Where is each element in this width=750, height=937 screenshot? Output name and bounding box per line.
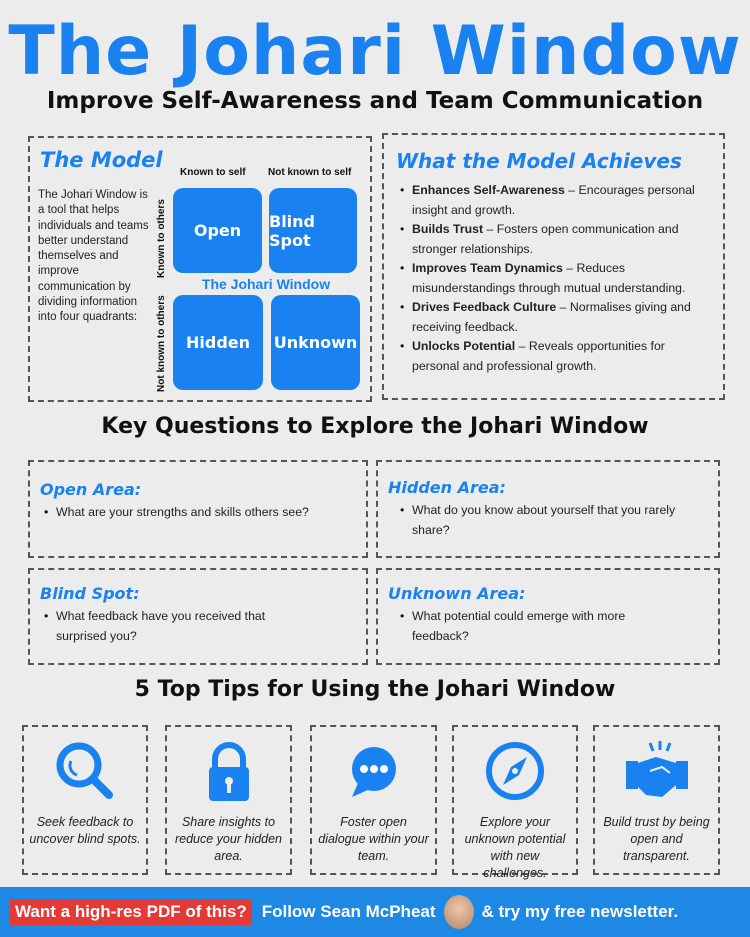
list-item: • Builds Trust – Fosters open communication and stronger relationships. [396,220,713,259]
achieves-heading: What the Model Achieves [396,149,682,173]
quadrant-hidden: Hidden [173,295,263,390]
tip-text: Foster open dialogue within your team. [318,815,429,863]
chat-bubble-icon [342,739,406,803]
list-item: • Drives Feedback Culture – Normalises giving and receiving feedback. [396,298,713,337]
question-title: Unknown Area: [388,584,526,603]
question-text: • What feedback have you received that surprised you? [40,607,310,646]
newsletter-link[interactable]: & try my free newsletter. [481,902,679,921]
johari-window-label: The Johari Window [201,276,331,292]
achieves-panel [382,133,725,400]
question-title: Hidden Area: [388,478,506,497]
list-item: • Enhances Self-Awareness – Encourages personal insight and growth. [396,181,713,220]
list-item: • Improves Team Dynamics – Reduces misunderstandings through mutual understanding. [396,259,713,298]
model-panel [28,136,372,402]
question-text: • What are your strengths and skills others see? [40,503,366,523]
question-title: Open Area: [40,480,142,499]
question-title: Blind Spot: [40,584,140,603]
tip-card [310,725,437,875]
quadrant-unknown: Unknown [271,295,360,390]
list-item: • Unlocks Potential – Reveals opportunities for personal and professional growth. [396,337,713,376]
compass-icon [483,739,547,803]
quadrant-blind-spot: Blind Spot [269,188,357,273]
padlock-icon [197,739,261,803]
tip-card [22,725,148,875]
row-label-not-known: Not known to others [156,295,167,392]
col-label-known: Known to self [180,167,246,178]
question-text: • What potential could emerge with more feedback? [396,607,676,646]
model-heading: The Model [40,148,163,172]
footer-banner [0,887,750,937]
tip-text: Seek feedback to uncover blind spots. [29,815,141,846]
quadrant-open: Open [173,188,262,273]
question-hidden [376,460,720,558]
model-description: The Johari Window is a tool that helps individuals and teams better understand themselves and improve communication by dividing information into four quadrants: [38,189,149,324]
tips-heading: 5 Top Tips for Using the Johari Window [134,677,616,702]
col-label-not-known: Not known to self [268,167,352,178]
question-text: • What do you know about yourself that you rarely share? [396,501,686,540]
tip-text: Build trust by being open and transparent. [603,815,710,863]
page-subtitle: Improve Self-Awareness and Team Communication [46,88,704,114]
avatar [444,895,474,929]
tip-text: Explore your unknown potential with new challenges. [464,815,566,880]
tip-text: Share insights to reduce your hidden area. [174,815,283,863]
follow-link[interactable]: Follow Sean McPheat [261,902,436,921]
handshake-icon [622,739,692,803]
magnifier-icon [53,739,117,803]
question-blind-spot [28,568,368,665]
pdf-cta[interactable]: Want a high-res PDF of this? [10,899,252,925]
tip-card [452,725,578,880]
question-open [28,460,368,558]
achieves-list [396,181,713,376]
tip-card [165,725,292,875]
row-label-known: Known to others [156,199,167,278]
tip-card [593,725,720,875]
page-title: The Johari Window [8,12,742,91]
questions-heading: Key Questions to Explore the Johari Window [101,414,649,439]
question-unknown [376,568,720,665]
